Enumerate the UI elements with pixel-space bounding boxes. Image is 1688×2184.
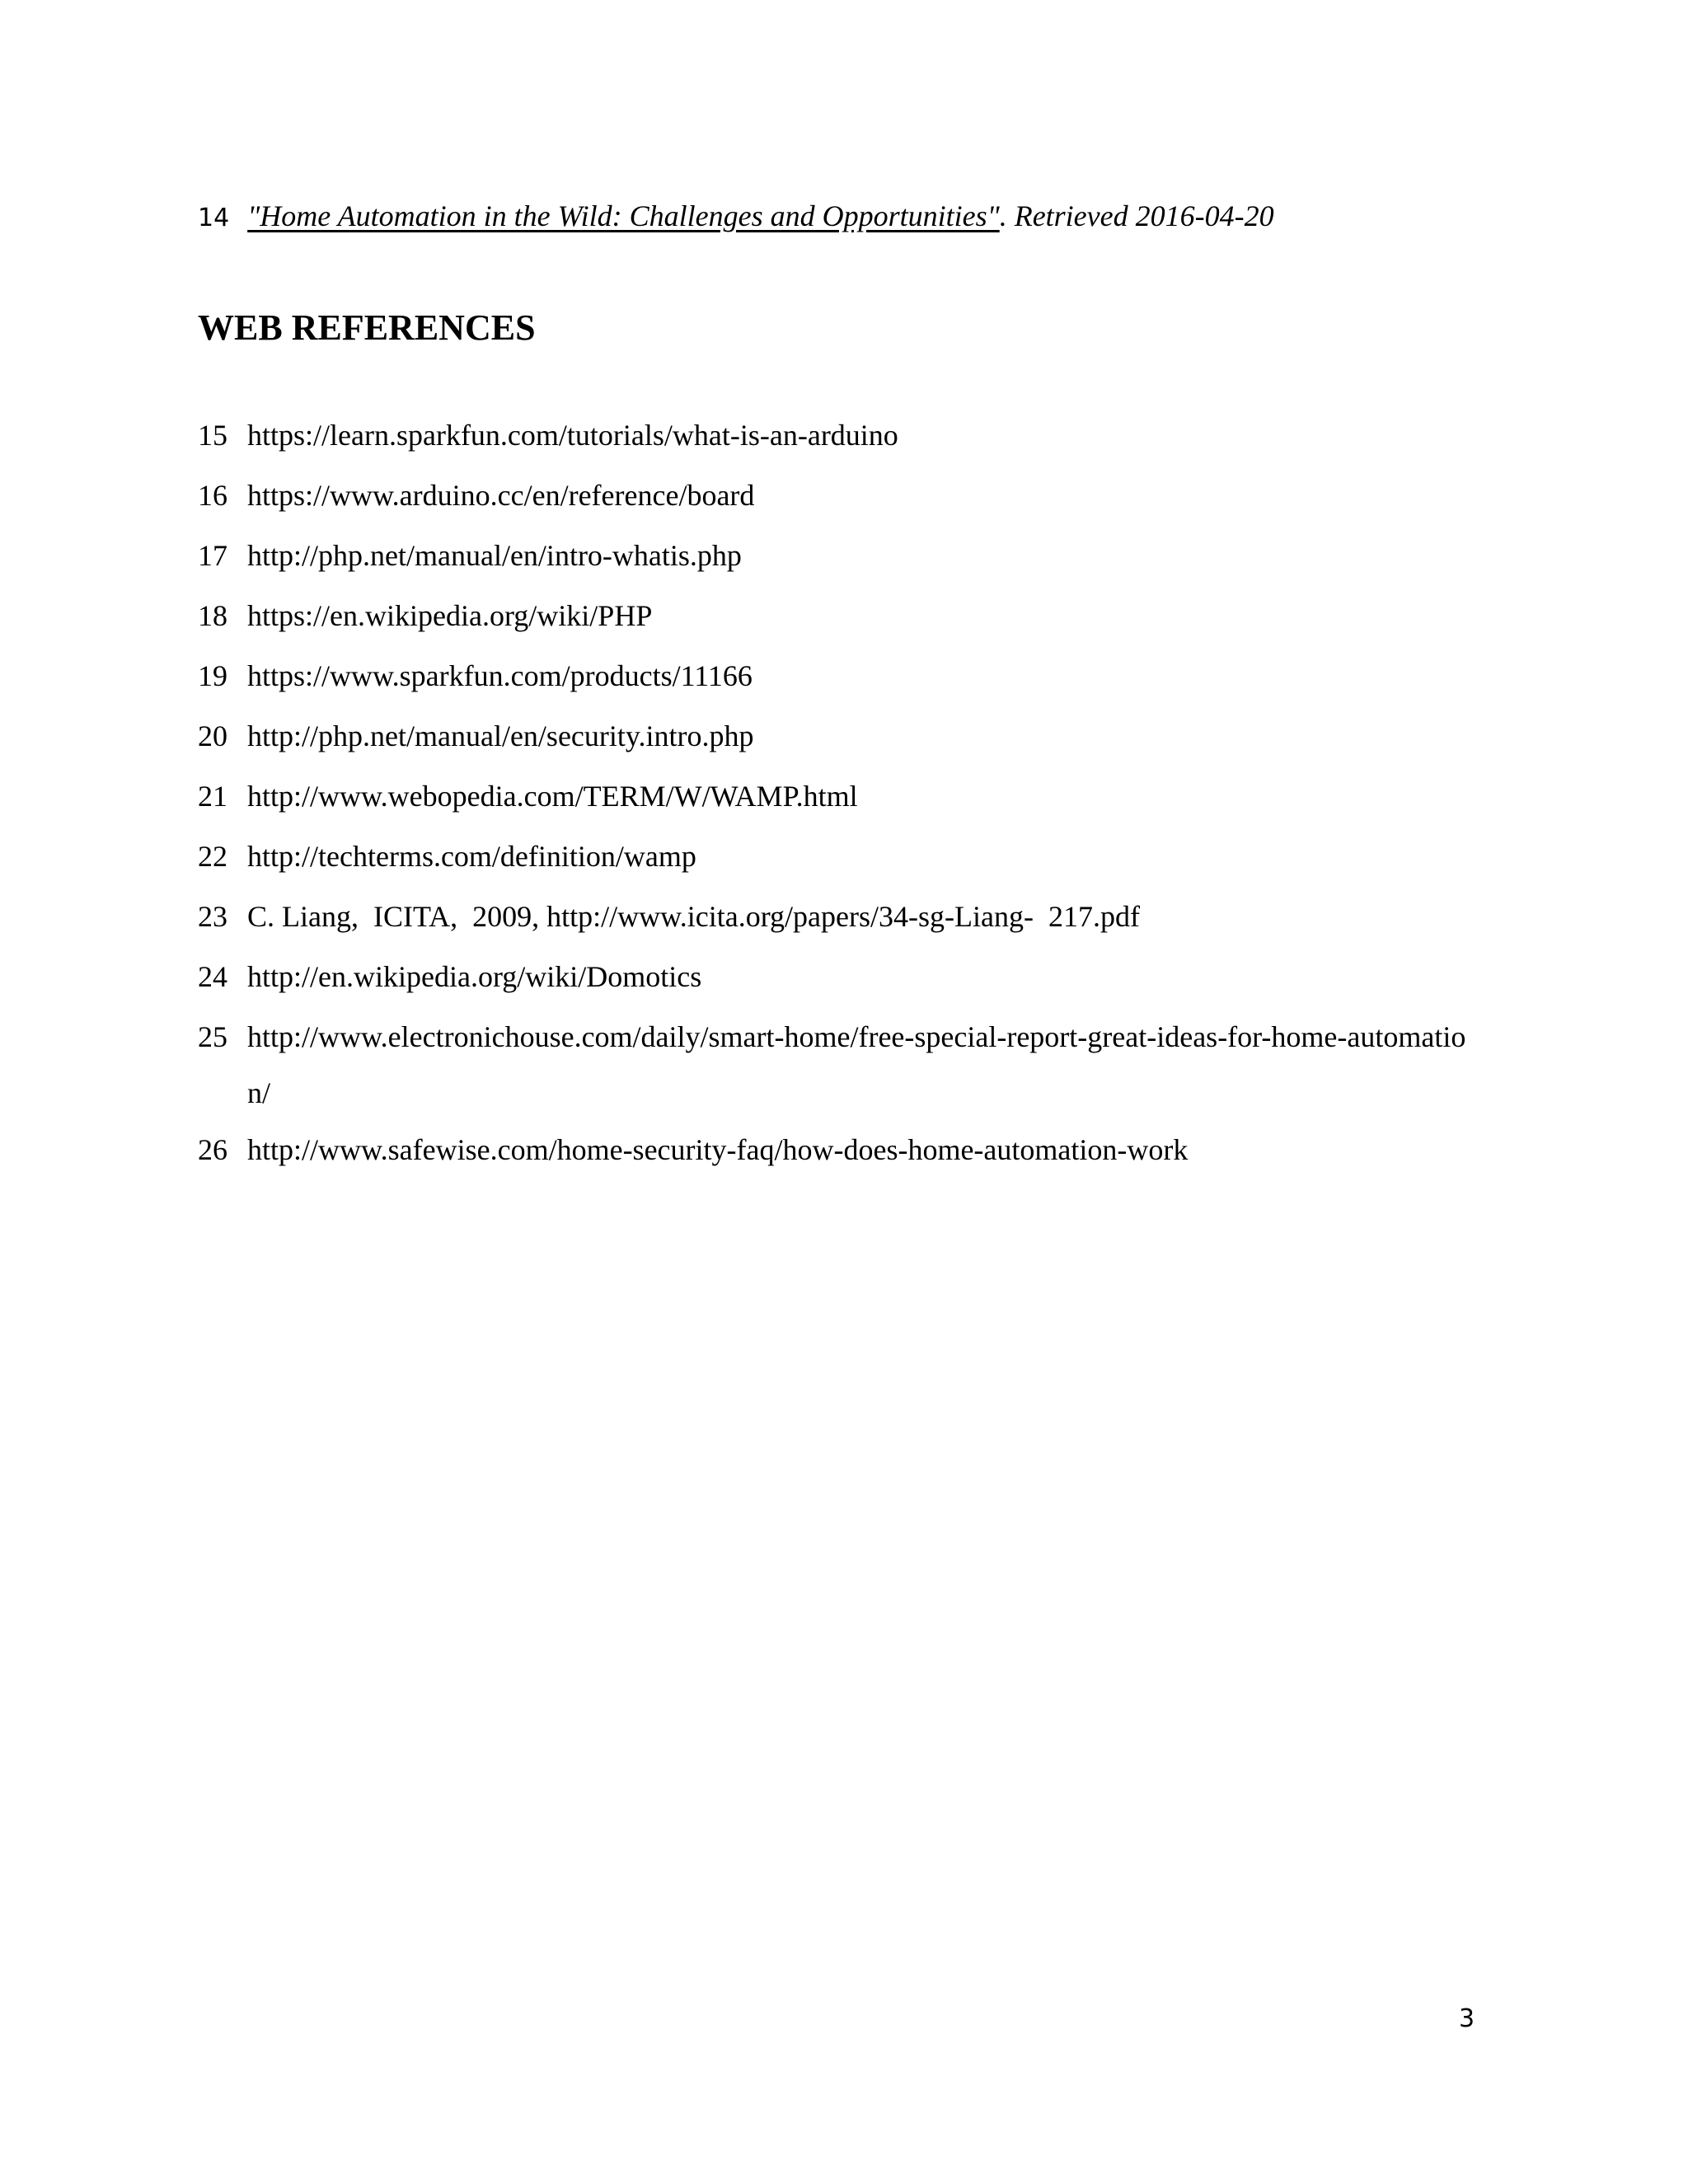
reference-number: 22 — [198, 840, 227, 873]
reference-item — [198, 467, 1484, 527]
page-number: 3 — [1459, 2004, 1475, 2033]
reference-item — [198, 527, 1484, 587]
reference-number: 17 — [198, 539, 227, 572]
reference-number: 15 — [198, 419, 227, 452]
reference-number: 23 — [198, 900, 227, 933]
reference-link[interactable]: http://php.net/manual/en/security.intro.php — [247, 719, 754, 752]
reference-number: 24 — [198, 960, 227, 993]
section-heading: WEB REFERENCES — [198, 307, 536, 348]
reference-link[interactable]: http://php.net/manual/en/intro-whatis.php — [247, 539, 742, 572]
reference-link[interactable]: http://www.safewise.com/home-security-faq/how-does-home-automation-work — [247, 1133, 1189, 1166]
reference-item — [198, 888, 1484, 948]
reference-14 — [198, 194, 1274, 240]
reference-link[interactable]: http://en.wikipedia.org/wiki/Domotics — [247, 960, 702, 993]
reference-link[interactable]: https://learn.sparkfun.com/tutorials/what-is-an-arduino — [247, 419, 898, 452]
reference-retrieved-date: . Retrieved 2016-04-20 — [999, 199, 1274, 232]
reference-number: 16 — [198, 479, 227, 512]
reference-number: 26 — [198, 1133, 227, 1166]
reference-item — [198, 1122, 1484, 1181]
reference-number: 19 — [198, 659, 227, 692]
reference-item — [198, 828, 1484, 888]
reference-number: 21 — [198, 780, 227, 813]
reference-item — [198, 768, 1484, 827]
reference-item — [198, 1009, 1484, 1121]
reference-link[interactable]: https://www.sparkfun.com/products/11166 — [247, 659, 753, 692]
reference-item — [198, 648, 1484, 707]
reference-link[interactable]: http://www.electronichouse.com/daily/smart-home/free-special-report-great-ideas-for-home-automation/ — [247, 1020, 1466, 1109]
reference-item — [198, 949, 1484, 1008]
reference-number: 14 — [198, 204, 230, 232]
reference-link[interactable]: http://www.webopedia.com/TERM/W/WAMP.html — [247, 780, 858, 813]
reference-link[interactable]: C. Liang, ICITA, 2009, http://www.icita.org/papers/34-sg-Liang- 217.pdf — [247, 900, 1140, 933]
reference-link[interactable]: http://techterms.com/definition/wamp — [247, 840, 696, 873]
reference-item — [198, 708, 1484, 767]
reference-number: 25 — [198, 1020, 227, 1053]
reference-title-link[interactable]: "Home Automation in the Wild: Challenges and Opportunities" — [247, 199, 1000, 232]
reference-link[interactable]: https://www.arduino.cc/en/reference/board — [247, 479, 755, 512]
reference-number: 18 — [198, 599, 227, 632]
reference-item — [198, 588, 1484, 647]
web-references-list — [198, 407, 1484, 1182]
reference-item — [198, 407, 1484, 466]
reference-number: 20 — [198, 719, 227, 752]
reference-link[interactable]: https://en.wikipedia.org/wiki/PHP — [247, 599, 653, 632]
